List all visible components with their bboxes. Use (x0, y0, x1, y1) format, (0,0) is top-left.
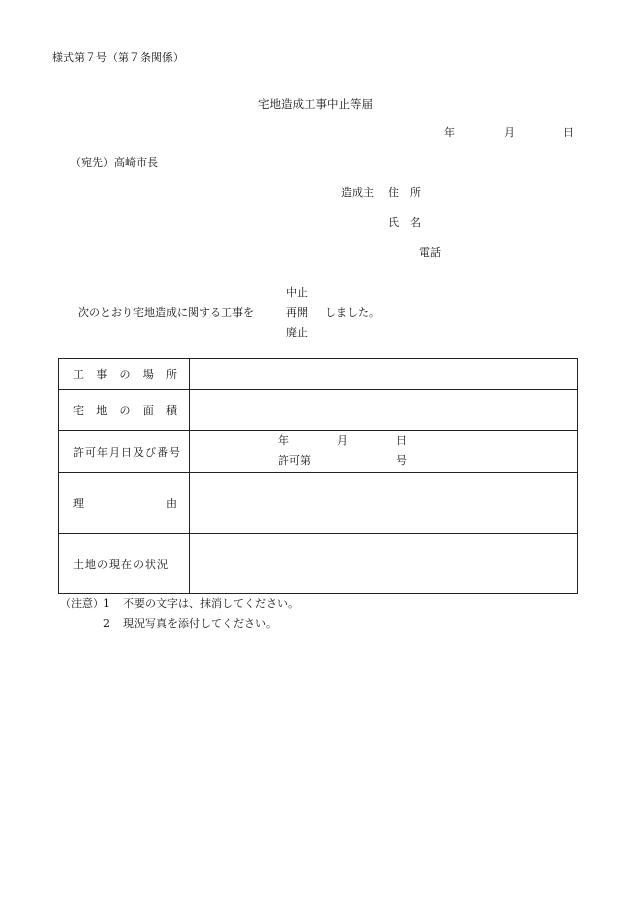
label-area: 宅 地 の 面 積 (59, 390, 190, 431)
note-2-number: 2 (103, 617, 110, 630)
note-2-text: 現況写真を添付してください。 (123, 617, 277, 630)
applicant-address-label: 住 所 (388, 186, 421, 199)
label-permit: 許可年月日及び番号 (59, 431, 190, 473)
option-abolish: 廃止 (286, 326, 308, 339)
field-reason[interactable] (190, 473, 578, 534)
note-1-text: 不要の文字は、抹消してください。 (123, 597, 299, 610)
label-reason: 理 由 (59, 473, 190, 534)
label-location: 工 事 の 場 所 (59, 359, 190, 390)
field-location[interactable] (190, 359, 578, 390)
form-number: 様式第７号（第７条関係） (52, 51, 184, 64)
addressee: （宛先）高崎市長 (70, 156, 158, 169)
form-title: 宅地造成工事中止等届 (258, 97, 373, 111)
permit-month-label: 月 (337, 434, 348, 447)
permit-no-prefix: 許可第 (278, 454, 311, 467)
statement-suffix: しました。 (325, 306, 380, 319)
application-table (58, 358, 578, 594)
permit-day-label: 日 (396, 434, 407, 447)
row-land-status (59, 534, 578, 594)
statement-prefix: 次のとおり宅地造成に関する工事を (78, 306, 254, 319)
date-year-label: 年 (444, 126, 455, 139)
field-area[interactable] (190, 390, 578, 431)
date-day-label: 日 (563, 126, 574, 139)
note-1-number: 1 (103, 597, 110, 610)
row-location (59, 359, 578, 390)
applicant-name-label: 氏 名 (388, 216, 421, 229)
field-permit[interactable] (190, 431, 578, 473)
permit-year-label: 年 (278, 434, 289, 447)
date-month-label: 月 (504, 126, 515, 139)
label-land-status: 土地の現在の状況 (59, 534, 190, 594)
option-resume: 再開 (286, 306, 308, 319)
permit-no-suffix: 号 (396, 454, 407, 467)
applicant-role-label: 造成主 (341, 186, 374, 199)
field-land-status[interactable] (190, 534, 578, 594)
row-area (59, 390, 578, 431)
notes-label: （注意） (60, 597, 104, 610)
option-stop: 中止 (286, 286, 308, 299)
row-permit (59, 431, 578, 473)
row-reason (59, 473, 578, 534)
applicant-phone-label: 電話 (419, 246, 441, 259)
